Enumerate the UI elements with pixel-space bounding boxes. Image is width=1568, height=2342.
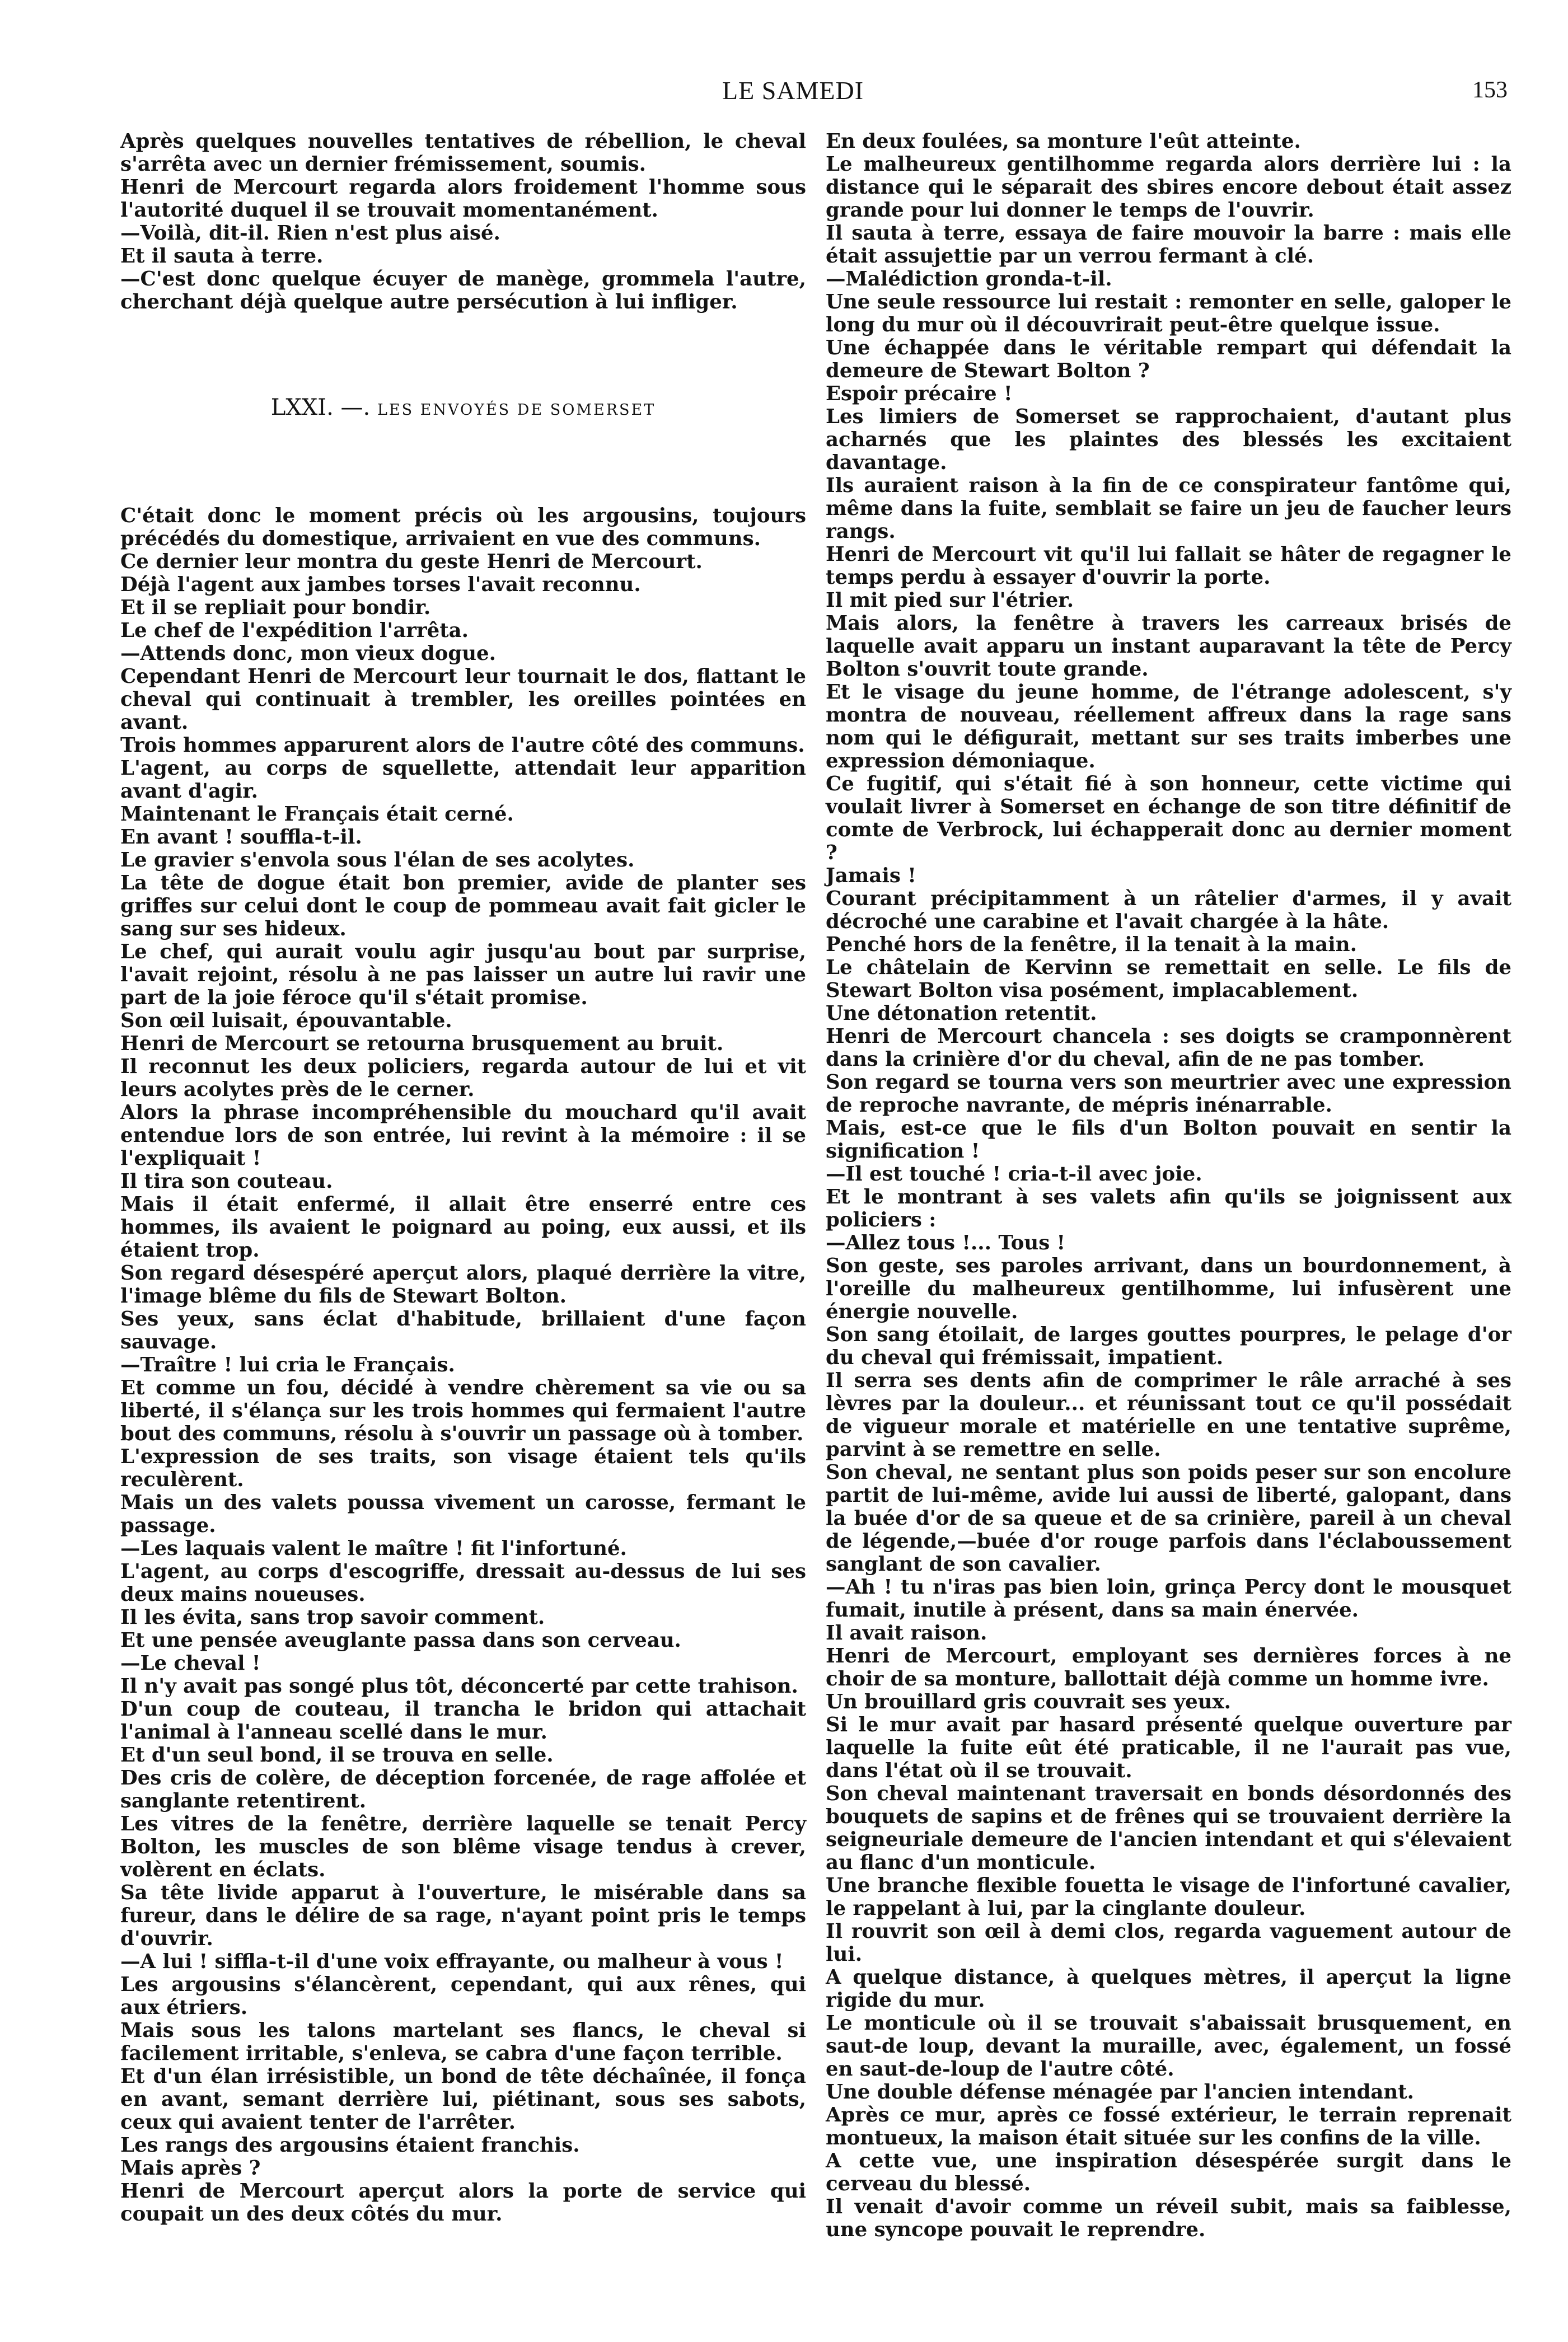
paragraph: Il serra ses dents afin de comprimer le râle arraché à ses lèvres par la douleur... et réunissant tout ce qu'il possédait de vigueur morale et matérielle en une tentative suprême, parvint à se remettre en selle. [826,1369,1511,1461]
intro-paragraphs [120,130,806,313]
paragraph: Le châtelain de Kervinn se remettait en selle. Le fils de Stewart Bolton visa posément, implacablement. [826,956,1511,1002]
paragraph: Le monticule où il se trouvait s'abaissait brusquement, en saut-de loup, devant la muraille, avec, également, un fossé en saut-de-loup de l'autre côté. [826,2012,1511,2081]
paragraph: —Il est touché ! cria-t-il avec joie. [826,1163,1202,1186]
paragraph: —A lui ! siffla-t-il d'une voix effrayante, ou malheur à vous ! [120,1950,784,1973]
paragraph: Sa tête livide apparut à l'ouverture, le misérable dans sa fureur, dans le délire de sa rage, n'ayant point pris le temps d'ouvrir. [120,1881,806,1950]
paragraph: Henri de Mercourt regarda alors froidement l'homme sous l'autorité duquel il se trouvait momentanément. [120,176,806,222]
paragraph: Son œil luisait, épouvantable. [120,1009,452,1032]
paragraph: —Les laquais valent le maître ! fit l'infortuné. [120,1537,627,1560]
paragraph: Le chef, qui aurait voulu agir jusqu'au bout par surprise, l'avait rejoint, résolu à ne pas laisser un autre lui ravir une part de la joie féroce qu'il s'était promise. [120,940,806,1009]
paragraph: Mais un des valets poussa vivement un carosse, fermant le passage. [120,1491,806,1537]
paragraph: —Allez tous !... Tous ! [826,1231,1066,1254]
paragraph: —Malédiction gronda-t-il. [826,268,1112,291]
paragraph: Il mit pied sur l'étrier. [826,589,1074,612]
paragraph: En avant ! souffla-t-il. [120,826,362,849]
paragraph: Il avait raison. [826,1622,987,1645]
paragraph: C'était donc le moment précis où les argousins, toujours précédés du domestique, arrivaient en vue des communs. [120,504,806,550]
paragraph: Henri de Mercourt aperçut alors la porte de service qui coupait un des deux côtés du mur. [120,2180,806,2226]
right-body-paragraphs [826,130,1511,2241]
paragraph: Son cheval, ne sentant plus son poids peser sur son encolure partit de lui-même, avide lui aussi de liberté, galopant, dans la buée d'or de sa queue et de sa crinière, pareil à un cheval de légende,—buée d'or rouge parfois dans l'éclaboussement sanglant de son cavalier. [826,1461,1511,1576]
left-body-paragraphs [120,504,806,2226]
paragraph: L'agent, au corps de squellette, attendait leur apparition avant d'agir. [120,757,806,803]
paragraph: Une détonation retentit. [826,1002,1097,1025]
paragraph: Une seule ressource lui restait : remonter en selle, galoper le long du mur où il découvrirait peut-être quelque issue. [826,291,1511,336]
paragraph: Son regard se tourna vers son meurtrier avec une expression de reproche navrante, de mépris inénarrable. [826,1071,1511,1117]
running-head: LE SAMEDI [722,76,864,105]
section-heading [120,396,806,421]
paragraph: Le malheureux gentilhomme regarda alors derrière lui : la distance qui le séparait des sbires encore debout était assez grande pour lui donner le temps de l'ouvrir. [826,153,1511,222]
paragraph: Une branche flexible fouetta le visage de l'infortuné cavalier, le rappelant à lui, par la cinglante douleur. [826,1874,1511,1920]
paragraph: Une double défense ménagée par l'ancien intendant. [826,2081,1414,2104]
paragraph: Il n'y avait pas songé plus tôt, déconcerté par cette trahison. [120,1675,798,1698]
section-number: LXXI. —. [270,395,371,420]
paragraph: Les vitres de la fenêtre, derrière laquelle se tenait Percy Bolton, les muscles de son blême visage tendus à crever, volèrent en éclats. [120,1812,806,1881]
paragraph: Après quelques nouvelles tentatives de rébellion, le cheval s'arrêta avec un dernier frémissement, soumis. [120,130,806,176]
paragraph: Et d'un seul bond, il se trouva en selle. [120,1744,554,1767]
paragraph: Les limiers de Somerset se rapprochaient, d'autant plus acharnés que les plaintes des blessés les excitaient davantage. [826,405,1511,474]
paragraph: En deux foulées, sa monture l'eût atteinte. [826,130,1301,153]
paragraph: Et le visage du jeune homme, de l'étrange adolescent, s'y montra de nouveau, réellement affreux dans la rage sans nom qui le défigurait, mettant sur ses traits imberbes une expression démoniaque. [826,681,1511,772]
paragraph: Ce fugitif, qui s'était fié à son honneur, cette victime qui voulait livrer à Somerset en échange de son titre définitif de comte de Verbrock, lui échapperait donc au dernier moment ? [826,772,1511,864]
paragraph: L'expression de ses traits, son visage étaient tels qu'ils reculèrent. [120,1445,806,1491]
paragraph: Il reconnut les deux policiers, regarda autour de lui et vit leurs acolytes près de le cerner. [120,1055,806,1101]
paragraph: —Ah ! tu n'iras pas bien loin, grinça Percy dont le mousquet fumait, inutile à présent, dans sa main énervée. [826,1576,1511,1622]
paragraph: Mais après ? [120,2157,261,2180]
paragraph: Son regard désespéré aperçut alors, plaqué derrière la vitre, l'image blême du fils de Stewart Bolton. [120,1262,806,1308]
paragraph: L'agent, au corps d'escogriffe, dressait au-dessus de lui ses deux mains noueuses. [120,1560,806,1606]
paragraph: Ses yeux, sans éclat d'habitude, brillaient d'une façon sauvage. [120,1308,806,1353]
paragraph: Les argousins s'élancèrent, cependant, qui aux rênes, qui aux étriers. [120,1973,806,2019]
paragraph: Cependant Henri de Mercourt leur tournait le dos, flattant le cheval qui continuait à trembler, les oreilles pointées en avant. [120,665,806,734]
paragraph: Trois hommes apparurent alors de l'autre côté des communs. [120,734,805,757]
paragraph: Si le mur avait par hasard présenté quelque ouverture par laquelle la fuite eût été praticable, il ne l'aurait pas vue, dans l'état où il se trouvait. [826,1713,1511,1782]
paragraph: Déjà l'agent aux jambes torses l'avait reconnu. [120,573,641,596]
paragraph: Henri de Mercourt se retourna brusquement au bruit. [120,1032,724,1055]
paragraph: —Voilà, dit-il. Rien n'est plus aisé. [120,222,500,245]
paragraph: Henri de Mercourt chancela : ses doigts se cramponnèrent dans la crinière d'or du cheval, afin de ne pas tomber. [826,1025,1511,1071]
paragraph: Après ce mur, après ce fossé extérieur, le terrain reprenait montueux, la maison était située sur les confins de la ville. [826,2104,1511,2149]
paragraph: A quelque distance, à quelques mètres, il aperçut la ligne rigide du mur. [826,1966,1511,2012]
paragraph: Et comme un fou, décidé à vendre chèrement sa vie ou sa liberté, il s'élança sur les trois hommes qui fermaient l'autre bout des communs, résolu à s'ouvrir un passage où à tomber. [120,1376,806,1445]
paragraph: Il les évita, sans trop savoir comment. [120,1606,545,1629]
paragraph: Et il sauta à terre. [120,245,324,268]
paragraph: Jamais ! [826,864,916,887]
page-number: 153 [1472,77,1508,103]
paragraph: D'un coup de couteau, il trancha le bridon qui attachait l'animal à l'anneau scellé dans le mur. [120,1698,806,1744]
paragraph: Henri de Mercourt vit qu'il lui fallait se hâter de regagner le temps perdu à essayer d'ouvrir la porte. [826,543,1511,589]
paragraph: Et il se repliait pour bondir. [120,596,431,619]
paragraph: Mais il était enfermé, il allait être enserré entre ces hommes, ils avaient le poignard au poing, eux aussi, et ils étaient trop. [120,1193,806,1262]
paragraph: Le chef de l'expédition l'arrêta. [120,619,469,642]
paragraph: Et le montrant à ses valets afin qu'ils se joignissent aux policiers : [826,1186,1511,1231]
paragraph: Son sang étoilait, de larges gouttes pourpres, le pelage d'or du cheval qui frémissait, impatient. [826,1323,1511,1369]
paragraph: Il venait d'avoir comme un réveil subit, mais sa faiblesse, une syncope pouvait le reprendre. [826,2195,1511,2241]
paragraph: La tête de dogue était bon premier, avide de planter ses griffes sur celui dont le coup de pommeau avait fait gicler le sang sur ses hideux. [120,872,806,940]
paragraph: Et d'un élan irrésistible, un bond de tête déchaînée, il fonça en avant, semant derrière lui, piétinant, sous ses sabots, ceux qui avaient tenter de l'arrêter. [120,2065,806,2134]
paragraph: Des cris de colère, de déception forcenée, de rage affolée et sanglante retentirent. [120,1767,806,1812]
paragraph: Et une pensée aveuglante passa dans son cerveau. [120,1629,681,1652]
paragraph: Penché hors de la fenêtre, il la tenait à la main. [826,933,1357,956]
paragraph: Maintenant le Français était cerné. [120,803,514,826]
paragraph: Un brouillard gris couvrait ses yeux. [826,1690,1231,1713]
left-column [120,130,806,2226]
right-column [826,130,1511,2241]
paragraph: Une échappée dans le véritable rempart qui défendait la demeure de Stewart Bolton ? [826,336,1511,382]
paragraph: —Le cheval ! [120,1652,261,1675]
paragraph: —C'est donc quelque écuyer de manège, grommela l'autre, cherchant déjà quelque autre persécution à lui infliger. [120,268,806,313]
paragraph: Son geste, ses paroles arrivant, dans un bourdonnement, à l'oreille du malheureux gentilhomme, lui infusèrent une énergie nouvelle. [826,1254,1511,1323]
paragraph: Mais alors, la fenêtre à travers les carreaux brisés de laquelle avait apparu un instant auparavant la tête de Percy Bolton s'ouvrit toute grande. [826,612,1511,681]
paragraph: A cette vue, une inspiration désespérée surgit dans le cerveau du blessé. [826,2149,1511,2195]
paragraph: Mais, est-ce que le fils d'un Bolton pouvait en sentir la signification ! [826,1117,1511,1163]
paragraph: Le gravier s'envola sous l'élan de ses acolytes. [120,849,635,872]
paragraph: —Attends donc, mon vieux dogue. [120,642,496,665]
paragraph: Mais sous les talons martelant ses flancs, le cheval si facilement irritable, s'enleva, se cabra d'une façon terrible. [120,2019,806,2065]
paragraph: Son cheval maintenant traversait en bonds désordonnés des bouquets de sapins et de frênes qui se trouvaient derrière la seigneuriale demeure de l'ancien intendant et qui s'élevaient au flanc d'un monticule. [826,1782,1511,1874]
paragraph: Courant précipitamment à un râtelier d'armes, il y avait décroché une carabine et l'avait chargée à la hâte. [826,887,1511,933]
paragraph: Ce dernier leur montra du geste Henri de Mercourt. [120,550,703,573]
paragraph: Les rangs des argousins étaient franchis. [120,2134,580,2157]
paragraph: Il tira son couteau. [120,1170,333,1193]
paragraph: Henri de Mercourt, employant ses dernières forces à ne choir de sa monture, ballottait déjà comme un homme ivre. [826,1645,1511,1690]
paragraph: —Traître ! lui cria le Français. [120,1353,455,1376]
section-title: LES ENVOYÉS DE SOMERSET [377,401,656,419]
paragraph: Alors la phrase incompréhensible du mouchard qu'il avait entendue lors de son entrée, lui revint à la mémoire : il se l'expliquait ! [120,1101,806,1170]
paragraph: Ils auraient raison à la fin de ce conspirateur fantôme qui, même dans la fuite, semblait se faire un jeu de faucher leurs rangs. [826,474,1511,543]
paragraph: Il rouvrit son œil à demi clos, regarda vaguement autour de lui. [826,1920,1511,1966]
paragraph: Il sauta à terre, essaya de faire mouvoir la barre : mais elle était assujettie par un verrou fermant à clé. [826,222,1511,268]
paragraph: Espoir précaire ! [826,382,1013,405]
